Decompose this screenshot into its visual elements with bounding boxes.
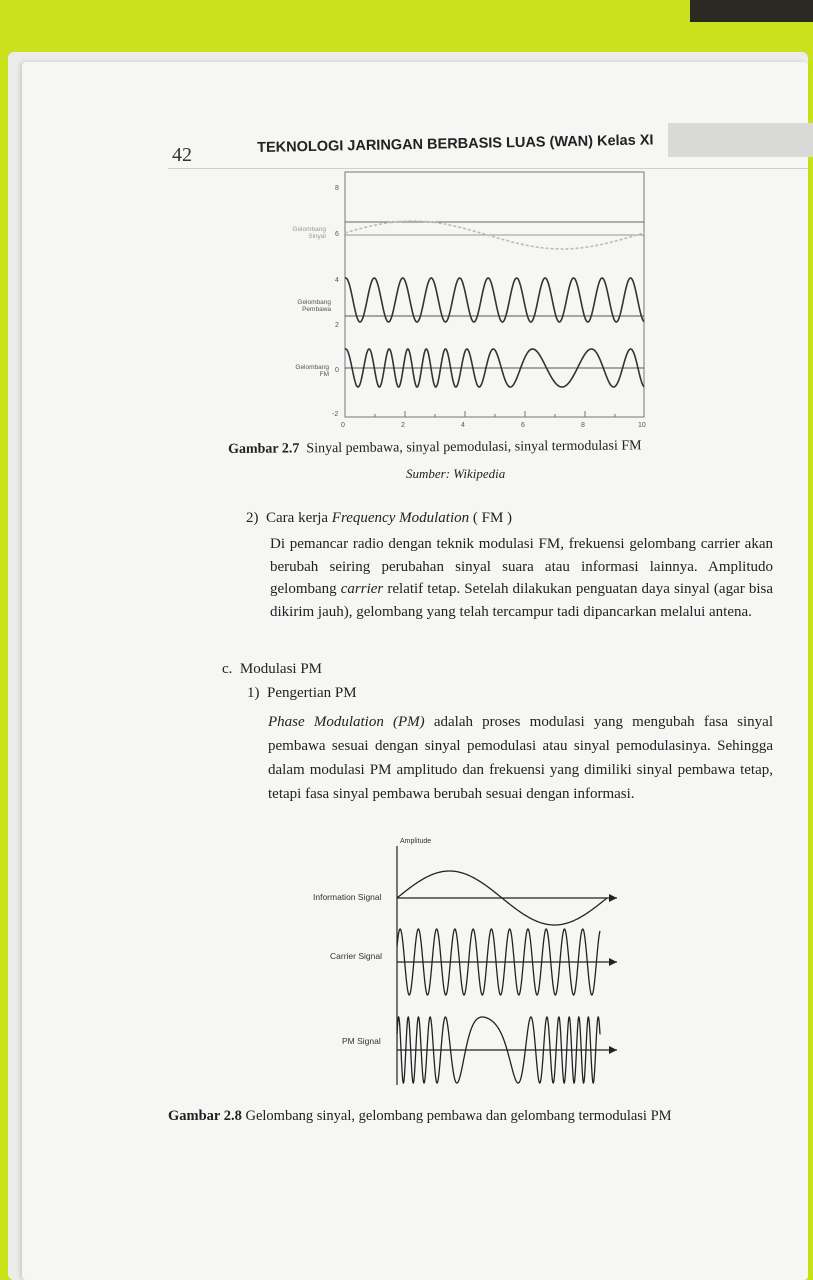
pm-paragraph-italic: Phase Modulation (PM) [268,714,425,730]
figure-2-8-caption-number: Gambar 2.8 [168,1108,242,1124]
x-axis-ticks [345,411,615,417]
running-header: TEKNOLOGI JARINGAN BERBASIS LUAS (WAN) Kelas XI [257,132,654,156]
info-arrowhead [609,894,617,902]
x-tick-10: 10 [638,422,646,429]
pm-arrowhead [609,1046,617,1054]
pm-section-title: Modulasi PM [239,661,323,677]
figure-2-8-plot [305,838,625,1088]
fm-paragraph [270,533,773,623]
figure-2-8 [305,838,625,1088]
figure-2-7-caption-number: Gambar 2.7 [228,441,300,457]
pm-sub-title: Pengertian PM [267,685,357,701]
y-tick-4: 4 [335,277,339,284]
fm-paragraph-block [270,533,773,623]
figure-2-7-caption-text: Sinyal pembawa, sinyal pemodulasi, sinyal termodulasi FM [306,438,642,457]
carrier-wave [345,278,644,322]
pm-paragraph-text: adalah proses modulasi yang mengubah fasa sinyal pembawa sesuai dengan sinyal pemodulasi atau sinyal pemodulasinya. Sehingga dalam modulasi PM amplitudo dan frekuensi yang dimiliki sinyal pembawa tetap, tetapi fasa sinyal pembawa berubah sesuai dengan informasi. [268,714,773,802]
information-signal-label: Information Signal [313,892,382,902]
pm-paragraph [268,710,773,806]
carrier-wave-label: Gelombang Pembawa [297,299,331,314]
pm-subheading [247,685,357,702]
pm-sub-number: 1) [247,685,260,701]
amplitude-label: Amplitude [400,838,432,845]
signal-wave-label: Gelombang Sinyal [292,226,326,241]
figure-2-8-caption-text: Gelombang sinyal, gelombang pembawa dan gelombang termodulasi PM [241,1108,672,1124]
x-tick-4: 4 [461,422,465,429]
fm-paragraph-part2: relatif tetap. Setelah dilakukan penguatan daya sinyal (agar bisa dikirim jauh), gelombang yang telah tercampur tadi dipancarkan melalui antena. [270,581,773,620]
figure-2-7-plot [285,170,665,435]
figure-2-7 [285,170,665,435]
fm-heading-number: 2) [246,510,259,526]
y-tick-6: 6 [335,231,339,238]
figure-2-8-caption [168,1108,672,1125]
fm-heading [246,510,512,527]
x-tick-2: 2 [401,422,405,429]
fm-heading-suffix: ( FM ) [469,510,513,526]
carrier-signal-label: Carrier Signal [330,951,382,961]
pm-section-letter: c. [222,661,233,677]
header-rule [168,168,808,169]
fm-heading-prefix: Cara kerja [266,510,332,526]
page-number: 42 [172,144,192,166]
fm-paragraph-italic: carrier [340,581,384,598]
pm-section-heading [222,661,322,678]
fm-heading-italic: Frequency Modulation [331,510,470,526]
pm-paragraph-block [268,710,773,806]
carrier-arrowhead [609,958,617,966]
fm-paragraph-part1: Di pemancar radio dengan teknik modulasi FM, frekuensi gelombang carrier akan berubah seiring perubahan sinyal suara atau informasi lainnya. Amplitudo gelombang [270,536,773,598]
y-tick-0: 0 [335,367,339,374]
y-tick-2: 2 [335,322,339,329]
x-tick-6: 6 [521,422,525,429]
x-tick-8: 8 [581,422,585,429]
background-object [690,0,813,22]
pm-signal-label: PM Signal [342,1036,381,1046]
y-tick-neg2: -2 [332,411,339,418]
fm-wave-label: Gelombang FM [295,364,329,379]
page-tab-marker [668,123,813,157]
x-tick-0: 0 [341,422,345,429]
figure-2-7-source: Sumber: Wikipedia [406,466,506,481]
y-tick-8: 8 [335,185,339,192]
